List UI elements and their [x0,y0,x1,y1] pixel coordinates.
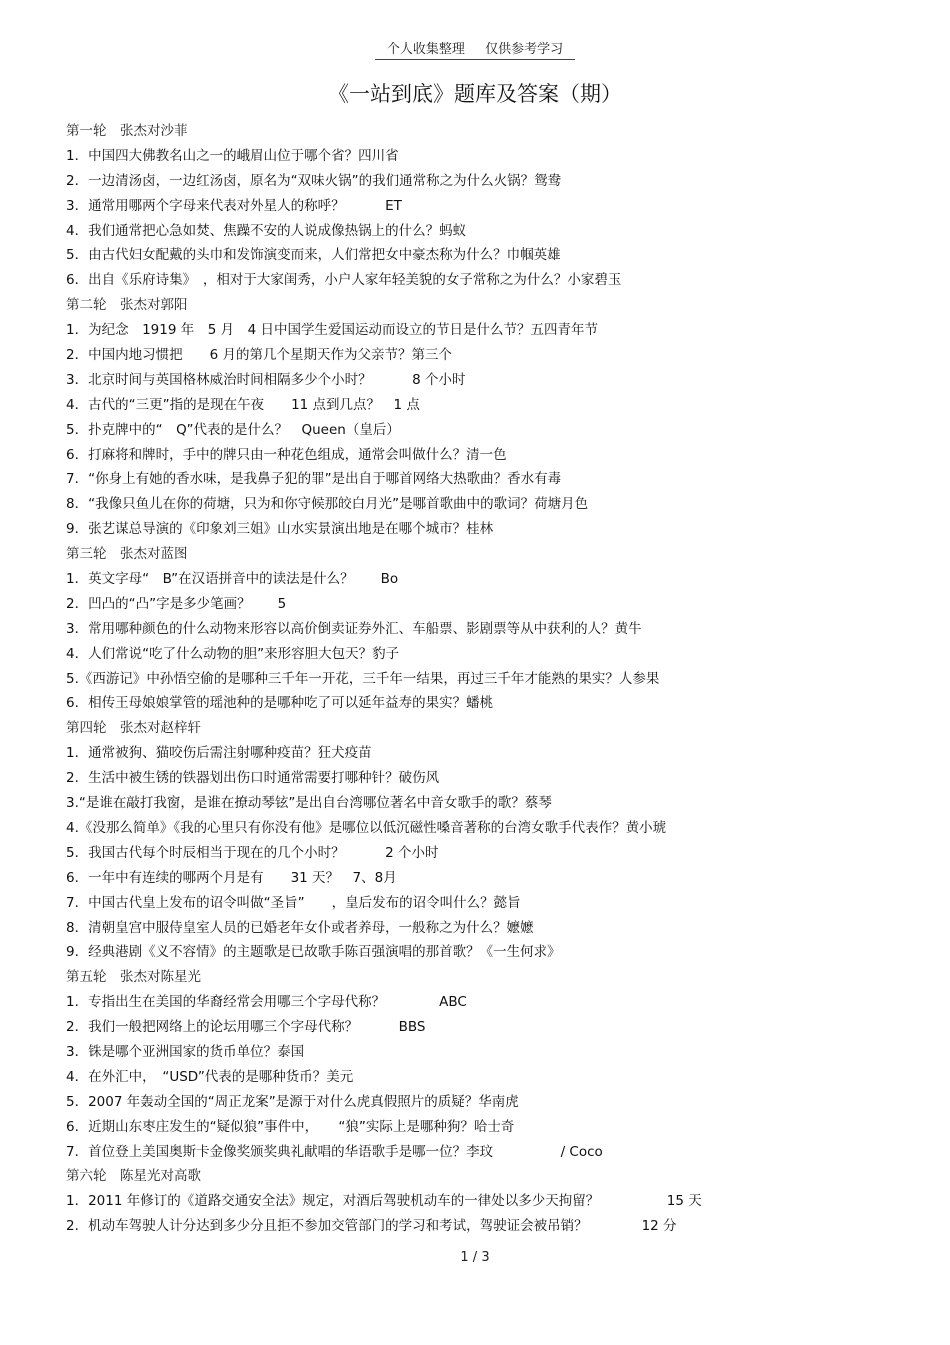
page-header [0,38,950,60]
question-line: 6．一年中有连续的哪两个月是有 31 天？ 7、8月 [66,869,397,886]
question-line: 1．2011 年修订的《道路交通安全法》规定，对酒后驾驶机动车的一律处以多少天拘留？ 15 天 [66,1193,702,1210]
header-left: 个人收集整理 [386,42,465,57]
page-number: 1 / 3 [460,1250,490,1265]
question-line: 9．张艺谋总导演的《印象刘三姐》山水实景演出地是在哪个城市？桂林 [66,521,494,538]
question-line: 3．常用哪种颜色的什么动物来形容以高价倒卖证券外汇、车船票、影剧票等从中获利的人？黄牛 [66,620,642,637]
question-line: 2．凹凸的“凸”字是多少笔画？ 5 [66,595,287,612]
question-line: 5．2007 年轰动全国的“周正龙案”是源于对什么虎真假照片的质疑？华南虎 [66,1093,519,1110]
question-line: 1．为纪念 1919 年 5 月 4 日中国学生爱国运动而设立的节日是什么节？五四青年节 [66,322,598,339]
question-line: 1．英文字母“ B”在汉语拼音中的读法是什么？ Bo [66,571,399,588]
question-line: 3.“是谁在敲打我窗，是谁在撩动琴铉”是出自台湾哪位著名中音女歌手的歌？蔡琴 [66,795,552,812]
round-heading: 第六轮 陈星光对高歌 [66,1168,201,1185]
round-heading: 第五轮 张杰对陈星光 [66,969,201,986]
question-line: 4．我们通常把心急如焚、焦躁不安的人说成像热锅上的什么？蚂蚁 [66,222,467,239]
question-line: 2．中国内地习惯把 6 月的第几个星期天作为父亲节？第三个 [66,347,452,364]
question-line: 5．我国古代每个时辰相当于现在的几个小时？ 2 个小时 [66,844,439,861]
header-right: 仅供参考学习 [485,42,564,57]
question-line: 3．铢是哪个亚洲国家的货币单位？泰国 [66,1043,305,1060]
question-line: 1．中国四大佛教名山之一的峨眉山位于哪个省？四川省 [66,147,399,164]
round-heading: 第三轮 张杰对蓝图 [66,546,188,563]
question-line: 4．古代的“三更”指的是现在午夜 11 点到几点？ 1 点 [66,396,420,413]
question-line: 4．在外汇中， “USD”代表的是哪种货币？美元 [66,1068,354,1085]
question-line: 6．出自《乐府诗集》 ，相对于大家闺秀，小户人家年轻美貌的女子常称之为什么？小家碧玉 [66,272,622,289]
question-line: 3．北京时间与英国格林威治时间相隔多少个小时？ 8 个小时 [66,371,466,388]
question-line: 3．通常用哪两个字母来代表对外星人的称呼？ ET [66,197,402,214]
question-line: 4.《没那么简单》《我的心里只有你没有他》是哪位以低沉磁性嗓音著称的台湾女歌手代表作？黄小琥 [66,819,667,836]
question-line: 1．通常被狗、猫咬伤后需注射哪种疫苗？狂犬疫苗 [66,745,372,762]
round-heading: 第二轮 张杰对郭阳 [66,297,188,314]
question-line: 6．近期山东枣庄发生的“疑似狼”事件中， “狼”实际上是哪种狗？哈士奇 [66,1118,515,1135]
question-line: 2．机动车驾驶人计分达到多少分且拒不参加交管部门的学习和考试，驾驶证会被吊销？ 12 分 [66,1218,677,1235]
question-line: 5．由古代妇女配戴的头巾和发饰演变而来，人们常把女中豪杰称为什么？巾帼英雄 [66,247,561,264]
question-line: 5．扑克牌中的“ Q”代表的是什么？ Queen（皇后） [66,421,400,438]
round-heading: 第一轮 张杰对沙菲 [66,123,188,139]
question-line: 4．人们常说“吃了什么动物的胆”来形容胆大包天？豹子 [66,645,400,662]
question-line: 7．“你身上有她的香水味，是我鼻子犯的罪”是出自于哪首网络大热歌曲？香水有毒 [66,471,562,488]
question-line: 7．中国古代皇上发布的诏令叫做“圣旨” ，皇后发布的诏令叫什么？懿旨 [66,894,521,911]
question-line: 1．专指出生在美国的华裔经常会用哪三个字母代称？ ABC [66,994,467,1011]
question-line: 7．首位登上美国奥斯卡金像奖颁奖典礼献唱的华语歌手是哪一位？李玟 / Coco [66,1143,603,1160]
question-line: 2．我们一般把网络上的论坛用哪三个字母代称？ BBS [66,1019,426,1036]
question-line: 6．相传王母娘娘掌管的瑶池种的是哪种吃了可以延年益寿的果实？蟠桃 [66,695,494,712]
question-line: 6．打麻将和牌时，手中的牌只由一种花色组成，通常会叫做什么？清一色 [66,446,507,463]
question-line: 9．经典港剧《义不容情》的主题歌是已故歌手陈百强演唱的那首歌？《一生何求》 [66,944,561,961]
question-line: 2．生活中被生锈的铁器划出伤口时通常需要打哪种针？破伤风 [66,770,440,787]
question-line: 8．“我像只鱼儿在你的荷塘，只为和你守候那皎白月光”是哪首歌曲中的歌词？荷塘月色 [66,496,589,513]
question-list [66,119,916,1239]
document-title: 《一站到底》题库及答案（期） [328,82,622,106]
question-line: 8．清朝皇宫中服侍皇室人员的已婚老年女仆或者养母，一般称之为什么？嬷嬷 [66,919,534,936]
question-line: 2．一边清汤卤，一边红汤卤，原名为“双味火锅”的我们通常称之为什么火锅？鸳鸯 [66,172,562,189]
question-line: 5.《西游记》中孙悟空偷的是哪种三千年一开花，三千年一结果，再过三千年才能熟的果实？人参果 [66,670,660,687]
round-heading: 第四轮 张杰对赵梓轩 [66,720,201,737]
